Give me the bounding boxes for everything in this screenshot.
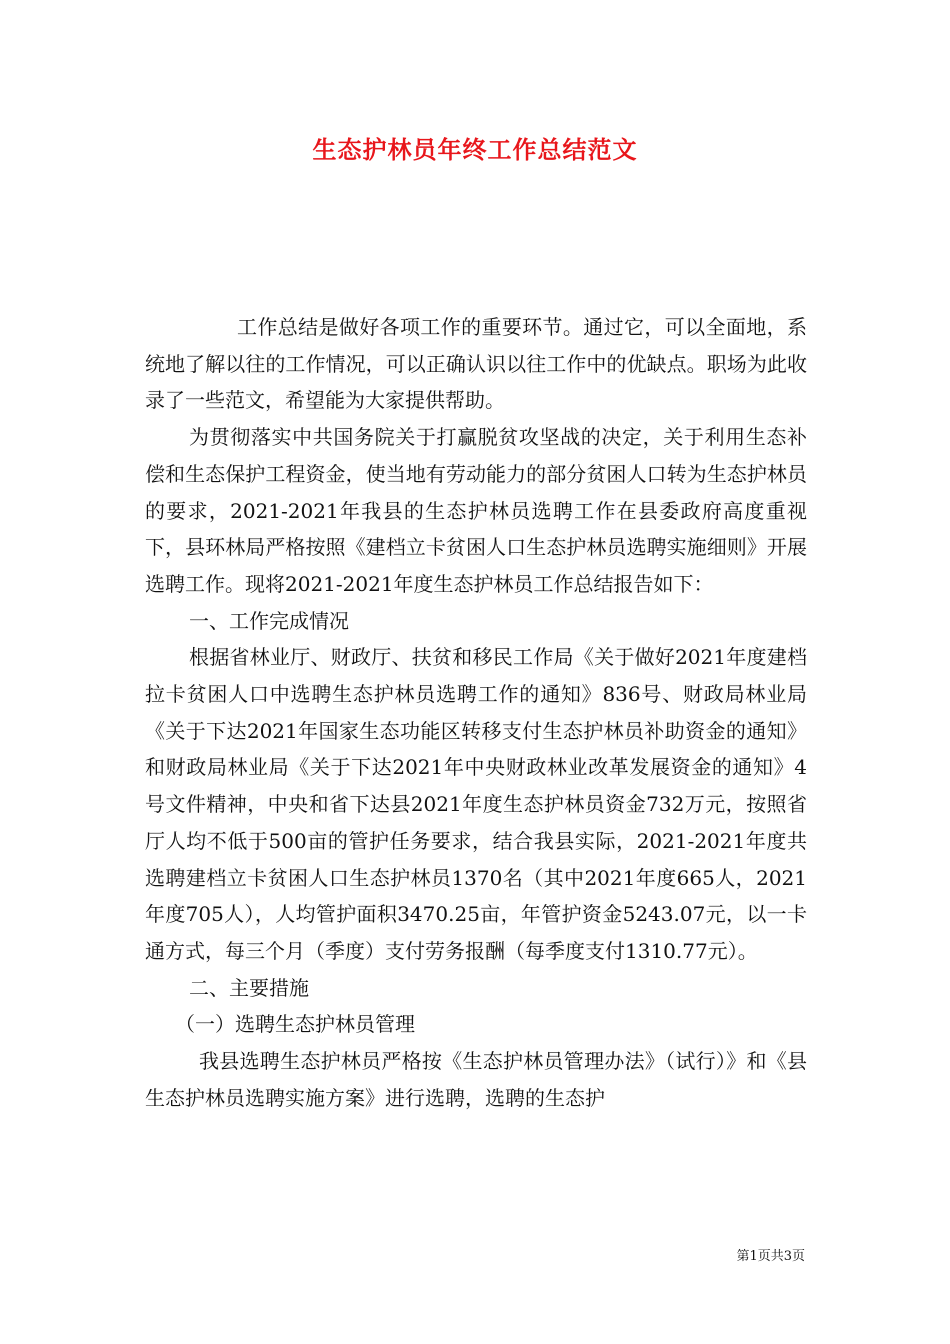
- subsection-heading-1: （一）选聘生态护林员管理: [175, 1012, 415, 1037]
- section-heading-1: 一、工作完成情况: [189, 608, 349, 633]
- background-paragraph: 为贯彻落实中共国务院关于打赢脱贫攻坚战的决定，关于利用生态补偿和生态保护工程资金，使当地有劳动能力的部分贫困人口转为生态护林员的要求，2021-2021年我县的生态护林员选聘工作在县委政府高度重视下，县环林局严格按照《建档立卡贫困人口生态护林员选聘实施细则》开展选聘工作。现将2021-2021年度生态护林员工作总结报告如下：: [145, 425, 807, 596]
- document-body: [145, 309, 807, 1116]
- completion-paragraph: 根据省林业厅、财政厅、扶贫和移民工作局《关于做好2021年度建档拉卡贫困人口中选聘生态护林员选聘工作的通知》836号、财政局林业局《关于下达2021年国家生态功能区转移支付生态护林员补助资金的通知》和财政局林业局《关于下达2021年中央财政林业改革发展资金的通知》4号文件精神，中央和省下达县2021年度生态护林员资金732万元，按照省厅人均不低于500亩的管护任务要求，结合我县实际，2021-2021年度共选聘建档立卡贫困人口生态护林员1370名（其中2021年度665人，2021年度705人），人均管护面积3470.25亩，年管护资金5243.07元，以一卡通方式，每三个月（季度）支付劳务报酬（每季度支付1310.77元）。: [145, 645, 807, 963]
- document-title: 生态护林员年终工作总结范文: [312, 135, 638, 164]
- management-paragraph: 我县选聘生态护林员严格按《生态护林员管理办法》（试行）》和《县生态护林员选聘实施方案》进行选聘，选聘的生态护: [145, 1049, 807, 1110]
- intro-paragraph: 工作总结是做好各项工作的重要环节。通过它，可以全面地，系统地了解以往的工作情况，可以正确认识以往工作中的优缺点。职场为此收录了一些范文，希望能为大家提供帮助。: [145, 315, 807, 413]
- section-heading-2: 二、主要措施: [189, 975, 309, 1000]
- page-number: 第1页共3页: [736, 1249, 805, 1264]
